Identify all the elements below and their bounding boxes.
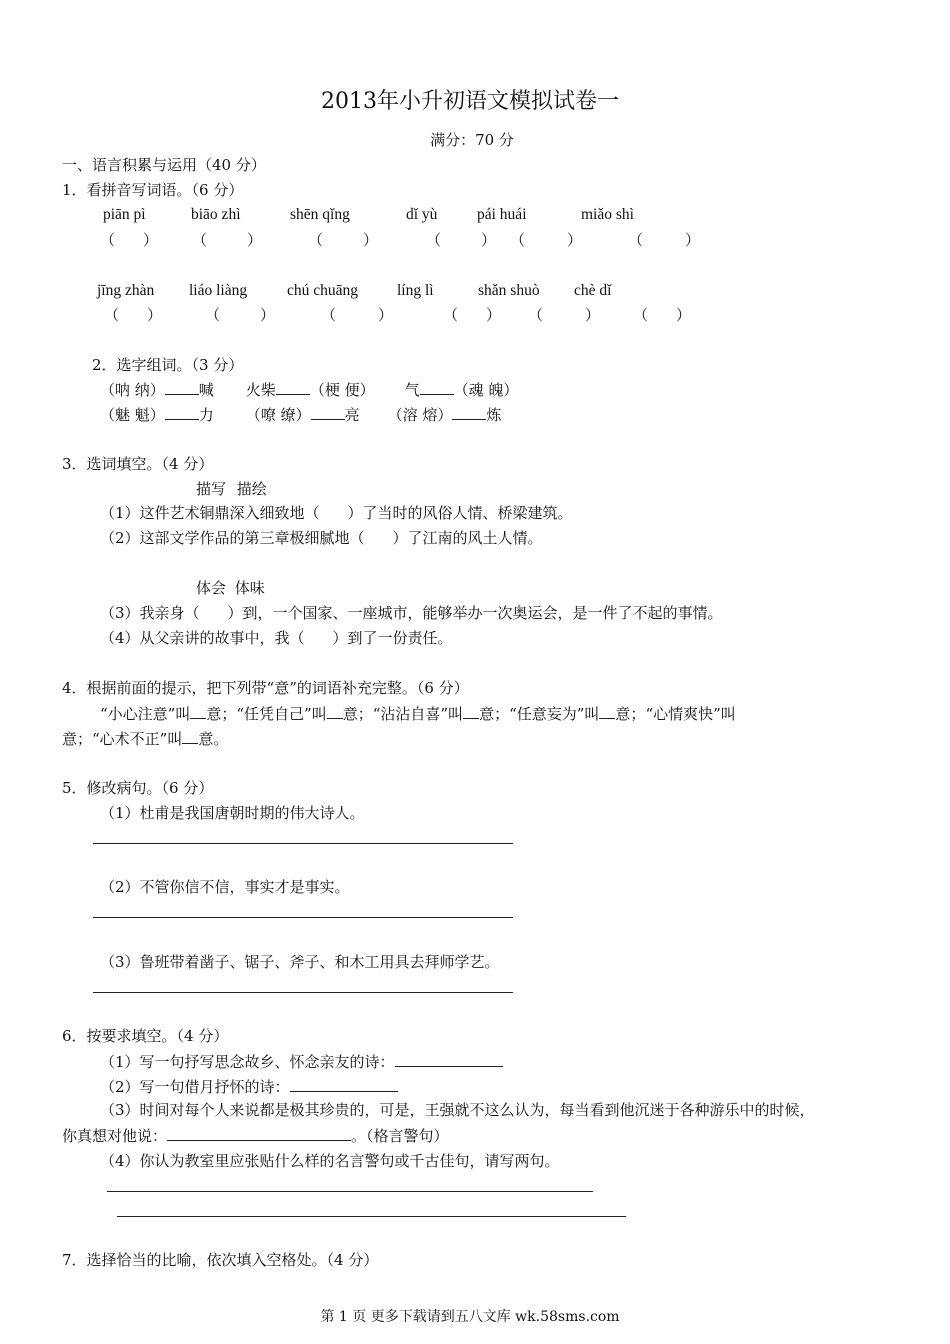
answer-paren[interactable]: （ ）: [633, 306, 692, 324]
fill-blank[interactable]: [190, 703, 206, 719]
word-choices: 描写 描绘: [196, 480, 267, 498]
q3-sentence: （3）我亲身（ ）到，一个国家、一座城市，能够举办一次奥运会，是一件了不起的事情。: [100, 604, 723, 622]
full-score: 满分：70 分: [430, 131, 514, 149]
fill-blank[interactable]: [165, 404, 199, 420]
answer-line[interactable]: [107, 1191, 593, 1192]
q6-item: （1）写一句抒写思念故乡、怀念亲友的诗：: [100, 1051, 503, 1072]
pinyin-item: chú chuāng: [287, 282, 359, 299]
q4-line2: 意；“心术不正”叫 意。: [62, 730, 229, 748]
q3-sentence: （1）这件艺术铜鼎深入细致地（ ）了当时的风俗人情、桥梁建筑。: [100, 504, 573, 522]
fill-blank[interactable]: [165, 379, 199, 395]
pinyin-item: líng lì: [397, 282, 434, 299]
q4-heading: 4．根据前面的提示，把下列带“意”的词语补充完整。（6 分）: [62, 679, 469, 697]
q2-line1: （呐 纳） 喊 火柴 （梗 便） 气 （魂 魄）: [100, 381, 519, 399]
q6-item: （2）写一句借月抒怀的诗：: [100, 1076, 398, 1097]
q6-item: （4）你认为教室里应张贴什么样的名言警句或千古佳句，请写两句。: [100, 1152, 560, 1170]
answer-paren[interactable]: （ ）: [104, 306, 163, 324]
pinyin-item: dǐ yù: [406, 206, 438, 223]
pinyin-item: jīng zhàn: [97, 282, 155, 299]
answer-paren[interactable]: （ ）: [528, 306, 601, 324]
answer-line[interactable]: [117, 1216, 626, 1217]
pinyin-item: miǎo shì: [581, 206, 634, 223]
answer-paren[interactable]: （ ）: [628, 231, 701, 249]
q4-line1: “小心注意”叫 意；“任凭自己”叫 意；“沾沾自喜”叫 意；“任意妄为”叫 意；“心情爽快”叫: [100, 705, 736, 723]
answer-line[interactable]: [93, 992, 513, 993]
answer-paren[interactable]: （ ）: [100, 231, 159, 249]
q2-line2: （魅 魁） 力 （嘹 缭） 亮 （溶 熔） 炼: [100, 406, 502, 424]
answer-paren[interactable]: （ ）: [192, 231, 263, 249]
fill-blank[interactable]: [420, 379, 454, 395]
pinyin-item: chè dǐ: [574, 282, 612, 299]
q3-heading: 3．选词填空。（4 分）: [62, 455, 214, 473]
q1-heading: 1．看拼音写词语。（6 分）: [62, 181, 244, 199]
answer-paren[interactable]: （ ）: [443, 306, 502, 324]
fill-blank[interactable]: [599, 703, 615, 719]
fill-blank[interactable]: [167, 1125, 351, 1141]
answer-line[interactable]: [93, 917, 513, 918]
q3-sentence: （2）这部文学作品的第三章极细腻地（ ）了江南的风土人情。: [100, 529, 543, 547]
q6-item: （3）时间对每个人来说都是极其珍贵的，可是，王强就不这么认为，每当看到他沉迷于各种游乐中的时候，: [100, 1101, 815, 1119]
pinyin-item: liáo liàng: [189, 282, 248, 299]
fill-blank[interactable]: [327, 703, 343, 719]
q6-heading: 6．按要求填空。（4 分）: [62, 1027, 229, 1045]
answer-paren[interactable]: （ ）: [205, 306, 276, 324]
q5-heading: 5．修改病句。（6 分）: [62, 779, 214, 797]
pinyin-item: biāo zhì: [191, 206, 241, 223]
answer-paren[interactable]: （ ）: [510, 231, 583, 249]
fill-blank[interactable]: [182, 728, 198, 744]
fill-blank[interactable]: [463, 703, 479, 719]
answer-paren[interactable]: （ ）: [308, 231, 379, 249]
pinyin-item: pái huái: [477, 206, 527, 223]
page-title: 2013年小升初语文模拟试卷一: [321, 89, 619, 114]
q5-sentence: （2）不管你信不信，事实才是事实。: [100, 878, 350, 896]
fill-blank[interactable]: [276, 379, 310, 395]
word-choices: 体会 体味: [196, 579, 265, 597]
q2-heading: 2．选字组词。（3 分）: [92, 356, 244, 374]
pinyin-item: shēn qǐng: [290, 206, 350, 223]
pinyin-item: shǎn shuò: [478, 282, 540, 299]
answer-line[interactable]: [93, 843, 513, 844]
section-heading: 一、语言积累与运用（40 分）: [62, 156, 266, 174]
answer-paren[interactable]: （ ）: [426, 231, 497, 249]
fill-blank[interactable]: [452, 404, 486, 420]
page-footer: 第 1 页 更多下载请到五八文库 wk.58sms.com: [320, 1309, 620, 1325]
q3-sentence: （4）从父亲讲的故事中，我（ ）到了一份责任。: [100, 629, 453, 647]
q5-sentence: （1）杜甫是我国唐朝时期的伟大诗人。: [100, 804, 365, 822]
fill-blank[interactable]: [290, 1076, 398, 1092]
answer-paren[interactable]: （ ）: [321, 306, 394, 324]
fill-blank[interactable]: [395, 1051, 503, 1067]
pinyin-item: piān pì: [103, 206, 146, 223]
fill-blank[interactable]: [311, 404, 345, 420]
q6-item: 你真想对他说： 。（格言警句）: [62, 1127, 449, 1145]
q7-heading: 7．选择恰当的比喻，依次填入空格处。（4 分）: [62, 1251, 379, 1269]
q5-sentence: （3）鲁班带着凿子、锯子、斧子、和木工用具去拜师学艺。: [100, 953, 500, 971]
